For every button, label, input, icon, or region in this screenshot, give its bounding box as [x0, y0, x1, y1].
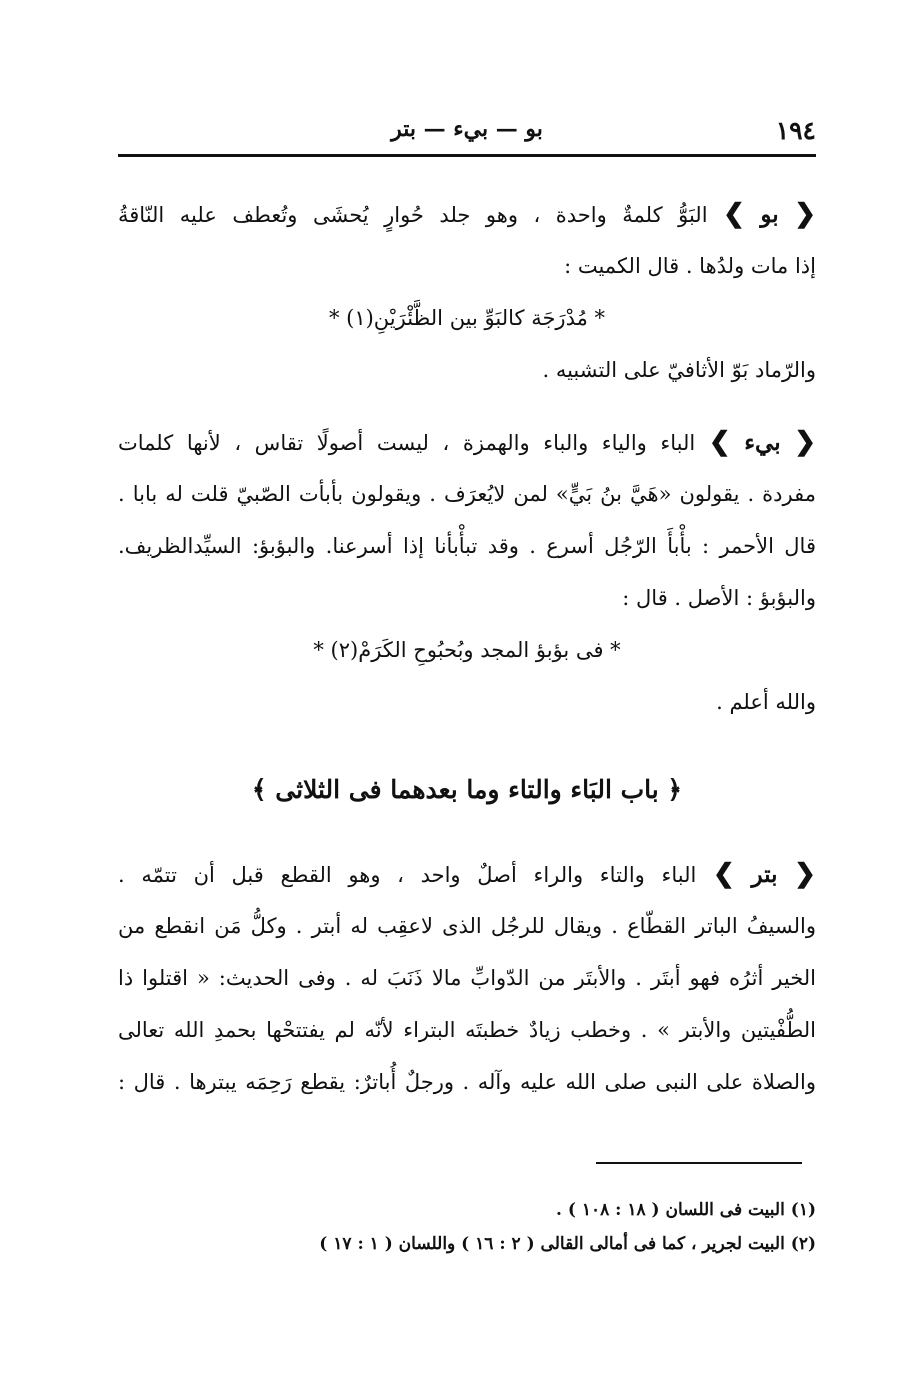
- entry-text: البَوُّ كلمةٌ واحدة ، وهو جلد حُوارٍ يُحشَى وتُعطف عليه النّاقةُ: [118, 203, 708, 227]
- entry-bay-line: مفردة . يقولون «هَيَّ بنُ بَيٍّ» لمن لايُعرَف . ويقولون بأبأت الصّبيّ قلت له بابا .: [118, 482, 816, 506]
- headword-bu: بو: [760, 201, 779, 228]
- bracket-open-icon: ❮: [794, 199, 816, 229]
- footnotes: [118, 1193, 816, 1261]
- page-number: ١٩٤: [775, 116, 816, 145]
- bracket-close-icon: ❯: [723, 199, 745, 229]
- bracket-open-icon: ❮: [794, 427, 816, 457]
- entry-bu-line: إذا مات ولدُها . قال الكميت :: [564, 254, 816, 278]
- footnote-2: (٢) البيت لجرير ، كما فى أمالى القالى ( ٢ : ١٦ ) واللسان ( ١ : ١٧ ): [319, 1234, 816, 1254]
- bracket-close-icon: ❯: [712, 859, 735, 889]
- header-rule: [118, 154, 816, 157]
- running-title: بو — بيء — بتر: [391, 116, 543, 142]
- entry-bu-line: والرّماد بَوّ الأثافيّ على التشبيه .: [542, 358, 816, 382]
- entry-bu-first-line: [118, 188, 816, 240]
- entry-batr-line: الطُّفْيتين والأبتر » . وخطب زيادٌ خطبتَه البتراء لأنّه لم يفتتحْها بحمدِ الله تعالى: [118, 1018, 816, 1042]
- entry-batr-line: الخير أثرُه فهو أبتَر . والأبتَر من الدّوابِّ مالا ذَنَبَ له . وفى الحديث: « اقتلوا ذا: [118, 966, 816, 990]
- closing-formula: والله أعلم .: [716, 690, 816, 714]
- verse-kumait: * مُدْرَجَة كالبَوِّ بين الظَّئْرَيْنِ(١) *: [328, 306, 606, 330]
- entry-batr-line: والصلاة على النبى صلى الله عليه وآله . ورجلٌ أُباترٌ: يقطع رَحِمَه يبترها . قال :: [118, 1070, 816, 1094]
- footnote-rule: [596, 1162, 802, 1164]
- footnote-1: (١) البيت فى اللسان ( ١٨ : ١٠٨ ) .: [556, 1200, 816, 1220]
- entry-bay-line: والبؤبؤ : الأصل . قال :: [622, 586, 816, 610]
- headword-batr: بتر: [751, 861, 778, 888]
- headword-bay: بيء: [744, 429, 781, 456]
- entry-text: الباء والياء والباء والهمزة ، ليست أصولًا تقاس ، لأنها كلمات: [118, 431, 696, 455]
- bracket-close-icon: ❯: [708, 427, 731, 457]
- verse-bubu: * فى بؤبؤ المجد وبُحبُوحِ الكَرَمْ(٢) *: [313, 638, 621, 662]
- bracket-open-icon: ❮: [794, 859, 816, 889]
- entry-batr-first-line: [118, 848, 816, 900]
- page-body: [118, 188, 816, 1108]
- page-header: [118, 112, 816, 152]
- entry-text: الباء والتاء والراء أصلٌ واحد ، وهو القطع قبل أن تتمّه .: [118, 863, 697, 887]
- entry-bay-first-line: [118, 416, 816, 468]
- entry-bay-line: قال الأحمر : بأْبأَ الرّجُل أسرع . وقد تبأْبأنا إذا أسرعنا. والبؤبؤ: السيِّدالظريف.: [118, 534, 816, 558]
- section-heading: ﴿ باب البَاء والتاء وما بعدهما فى الثلاثى ﴾: [251, 775, 683, 804]
- spacer: [118, 396, 816, 416]
- entry-batr-line: والسيفُ الباتر القطّاع . ويقال للرجُل الذى لاعقِب له أبتر . وكلُّ مَن انقطع من: [118, 914, 816, 938]
